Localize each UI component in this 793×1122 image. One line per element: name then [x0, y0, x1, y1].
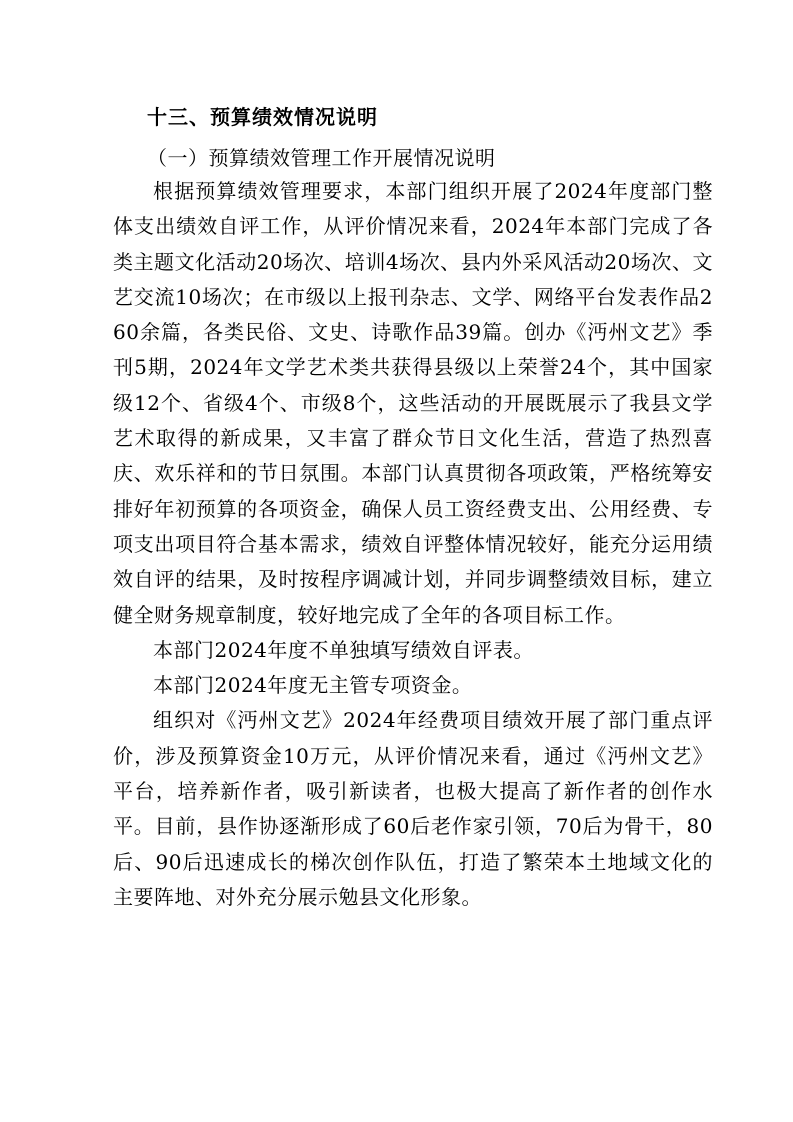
section-heading: 十三、预算绩效情况说明	[147, 105, 378, 129]
paragraph-self-evaluation-form: 本部门2024年度不单独填写绩效自评表。	[153, 637, 534, 662]
body-text	[113, 174, 713, 915]
paragraph-performance-summary: 根据预算绩效管理要求，本部门组织开展了2024年度部门整体支出绩效自评工作，从评价情况来看，2024年本部门完成了各类主题文化活动20场次、培训4场次、县内外采风活动20场次、文艺交流10场次；在市级以上报刊杂志、文学、网络平台发表作品260余篇，各类民俗、文史、诗歌作品39篇。创办《沔州文艺》季刊5期，2024年文学艺术类共获得县级以上荣誉24个，其中国家级12个、省级4个、市级8个，这些活动的开展既展示了我县文学艺术取得的新成果，又丰富了群众节日文化生活，营造了热烈喜庆、欢乐祥和的节日氛围。本部门认真贯彻各项政策，严格统筹安排好年初预算的各项资金，确保人员工资经费支出、公用经费、专项支出项目符合基本需求，绩效自评整体情况较好，能充分运用绩效自评的结果，及时按程序调减计划，并同步调整绩效目标，建立健全财务规章制度，较好地完成了全年的各项目标工作。	[113, 179, 713, 627]
paragraph-special-funds: 本部门2024年度无主管专项资金。	[153, 673, 473, 698]
paragraph-key-evaluation: 组织对《沔州文艺》2024年经费项目绩效开展了部门重点评价，涉及预算资金10万元，从评价情况来看，通过《沔州文艺》平台，培养新作者，吸引新读者，也极大提高了新作者的创作水平。目前，县作协逐渐形成了60后老作家引领，70后为骨干，80后、90后迅速成长的梯次创作队伍，打造了繁荣本土地域文化的主要阵地、对外充分展示勉县文化形象。	[113, 708, 713, 909]
section-subheading: （一）预算绩效管理工作开展情况说明	[147, 146, 496, 170]
